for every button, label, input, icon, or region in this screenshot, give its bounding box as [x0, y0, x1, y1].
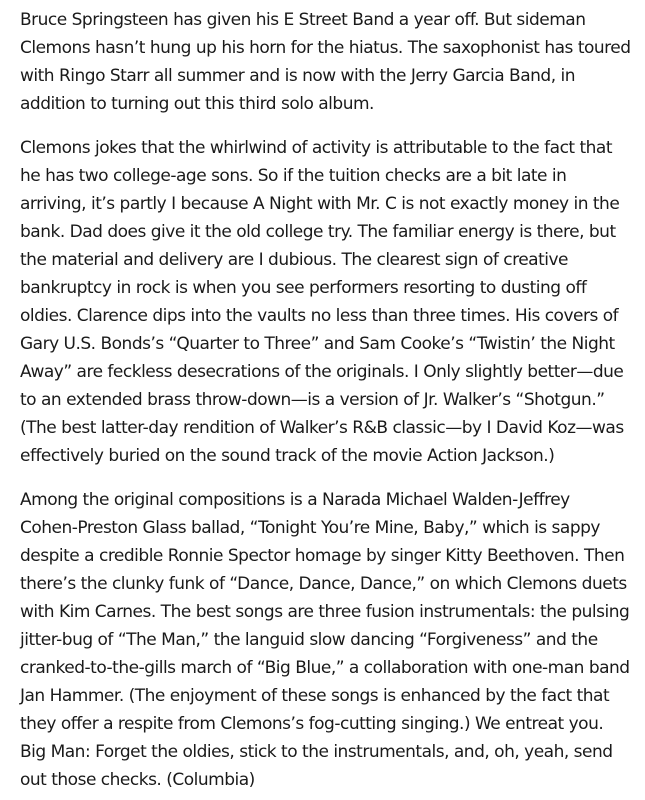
- paragraph-intro: Bruce Springsteen has given his E Street Band a year off. But sideman Clemons hasn’t hung up his horn for the hiatus. The saxophonist has toured with Ringo Starr all summer and is now with the Jerry Garcia Band, in addition to turning out this third solo album.: [20, 10, 631, 114]
- paragraph-compositions: Among the original compositions is a Narada Michael Walden-Jeffrey Cohen-Preston Glass ballad, “Tonight You’re Mine, Baby,” which is sappy despite a credible Ronnie Spector homage by singer Kitty Beethoven. Then there’s the clunky funk of “Dance, Dance, Dance,” on which Clemons duets with Kim Carnes. The best songs are three fusion instrumentals: the pulsing jitter-bug of “The Man,” the languid slow dancing “Forgiveness” and the cranked-to-the-gills march of “Big Blue,” a collaboration with one-man band Jan Hammer. (The enjoyment of these songs is enhanced by the fact that they offer a respite from Clemons’s fog-cutting singing.) We entreat you. Big Man: Forget the oldies, stick to the instrumentals, and, oh, yeah, send out those checks. (Columbia): [20, 490, 630, 790]
- paragraph-review: Clemons jokes that the whirlwind of activity is attributable to the fact that he has two college-age sons. So if the tuition checks are a bit late in arriving, it’s partly I because A Night with Mr. C is not exactly money in the bank. Dad does give it the old college try. The familiar energy is there, but the material and delivery are I dubious. The clearest sign of creative bankruptcy in rock is when you see performers resorting to dusting off oldies. Clarence dips into the vaults no less than three times. His covers of Gary U.S. Bonds’s “Quarter to Three” and Sam Cooke’s “Twistin’ the Night Away” are feckless desecrations of the originals. I Only slightly better—due to an extended brass throw-down—is a version of Jr. Walker’s “Shotgun.” (The best latter-day rendition of Walker’s R&B classic—by I David Koz—was effectively buried on the sound track of the movie Action Jackson.): [20, 138, 624, 466]
